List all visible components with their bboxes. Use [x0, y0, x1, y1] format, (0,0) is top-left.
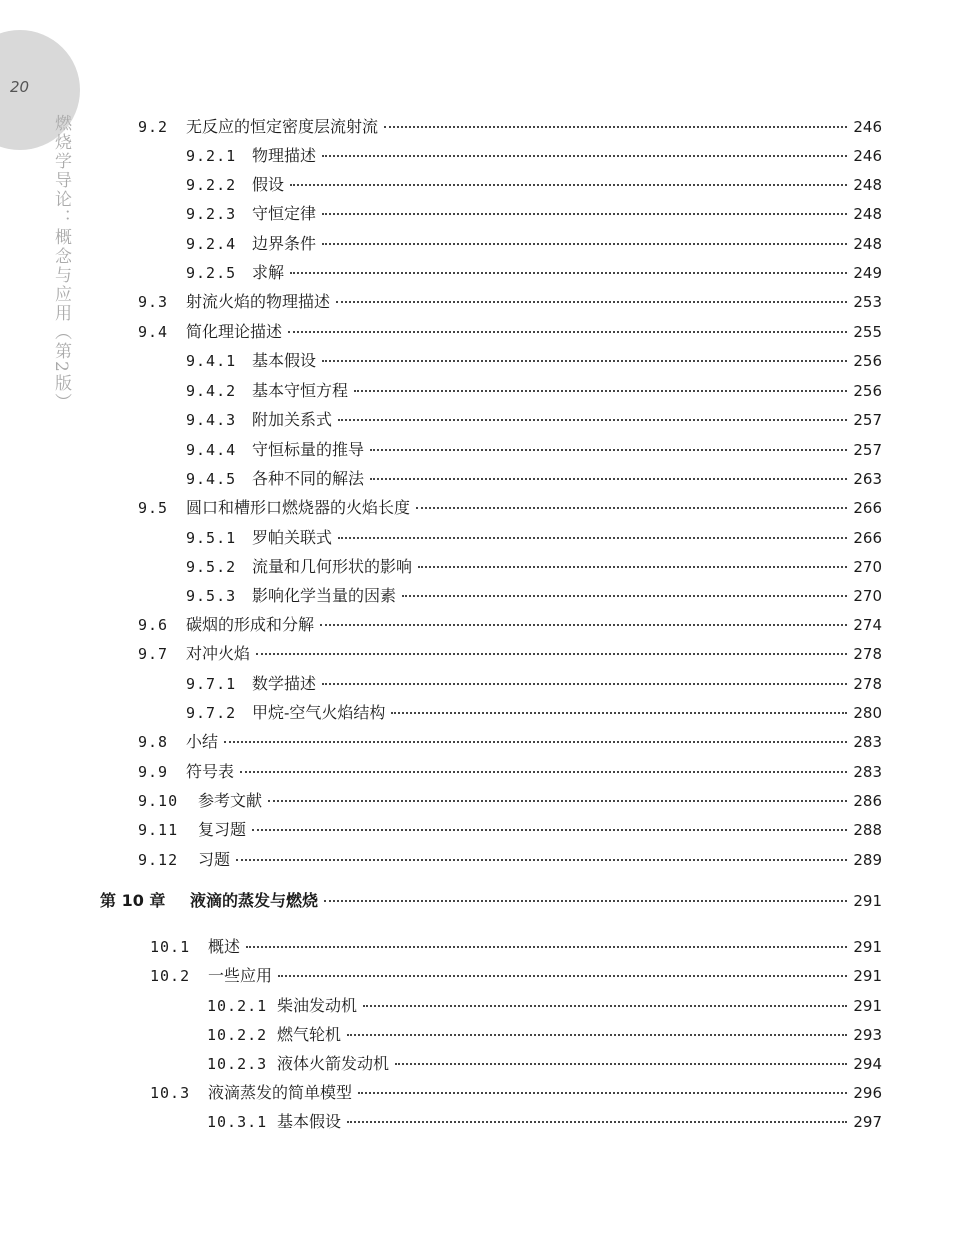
toc-section-title: 影响化学当量的因素 — [252, 586, 397, 605]
toc-page-number: 294 — [853, 1055, 882, 1073]
toc-section-number: 9.7.1 — [186, 675, 237, 693]
toc-entry — [150, 1080, 882, 1103]
toc-section-number: 9.5.1 — [186, 529, 237, 547]
toc-section-number: 9.2.2 — [186, 176, 237, 194]
toc-entry — [138, 817, 882, 840]
toc-leader-dots — [252, 829, 847, 831]
toc-page-number: 286 — [853, 792, 882, 810]
toc-section-number: 9.11 — [138, 821, 179, 839]
toc-leader-dots — [391, 712, 847, 714]
toc-section-number: 9.4.3 — [186, 411, 237, 429]
toc-entry — [138, 641, 882, 664]
toc-entry — [186, 437, 882, 460]
toc-leader-dots — [322, 213, 847, 215]
toc-leader-dots — [278, 975, 847, 977]
toc-entry — [138, 612, 882, 635]
toc-leader-dots — [358, 1092, 847, 1094]
toc-section-number: 9.8 — [138, 733, 169, 751]
toc-page-number: 266 — [853, 529, 882, 547]
toc-page-number: 296 — [853, 1084, 882, 1102]
toc-page-number: 255 — [853, 323, 882, 341]
toc-section-title: 物理描述 — [252, 146, 317, 165]
toc-leader-dots — [290, 184, 847, 186]
toc-page-number: 246 — [853, 147, 882, 165]
toc-chapter-entry — [100, 888, 882, 911]
toc-leader-dots — [384, 126, 847, 128]
toc-section-number: 10.2.1 — [207, 997, 268, 1015]
toc-page-number: 249 — [853, 264, 882, 282]
toc-leader-dots — [322, 155, 847, 157]
toc-section-title: 简化理论描述 — [186, 322, 283, 341]
toc-section-title: 基本守恒方程 — [252, 381, 349, 400]
toc-leader-dots — [322, 243, 847, 245]
toc-page-number: 256 — [853, 352, 882, 370]
toc-page-number: 278 — [853, 675, 882, 693]
toc-section-title: 甲烷-空气火焰结构 — [252, 703, 386, 722]
toc-section-number: 9.4 — [138, 323, 169, 341]
toc-page-number: 291 — [853, 938, 882, 956]
toc-entry — [186, 583, 882, 606]
toc-section-number: 第 10 章 — [100, 891, 166, 910]
toc-entry — [186, 407, 882, 430]
toc-entry — [186, 348, 882, 371]
toc-leader-dots — [246, 946, 847, 948]
toc-entry — [138, 729, 882, 752]
toc-section-title: 基本假设 — [277, 1112, 342, 1131]
toc-section-title: 边界条件 — [252, 234, 317, 253]
toc-leader-dots — [236, 859, 847, 861]
toc-leader-dots — [268, 800, 847, 802]
toc-entry — [186, 231, 882, 254]
toc-leader-dots — [338, 419, 847, 421]
toc-page-number: 293 — [853, 1026, 882, 1044]
toc-section-number: 9.4.5 — [186, 470, 237, 488]
toc-section-number: 10.3 — [150, 1084, 191, 1102]
toc-section-title: 守恒标量的推导 — [252, 440, 365, 459]
toc-entry — [186, 201, 882, 224]
toc-leader-dots — [288, 331, 847, 333]
toc-entry — [186, 260, 882, 283]
toc-entry — [138, 788, 882, 811]
toc-leader-dots — [370, 449, 847, 451]
toc-section-number: 9.5.3 — [186, 587, 237, 605]
toc-section-number: 9.6 — [138, 616, 169, 634]
toc-page-number: 274 — [853, 616, 882, 634]
toc-entry — [186, 525, 882, 548]
toc-page-number: 248 — [853, 176, 882, 194]
toc-section-title: 概述 — [208, 937, 241, 956]
page-number: 20 — [10, 78, 30, 96]
toc-page-number: 263 — [853, 470, 882, 488]
toc-section-title: 罗帕关联式 — [252, 528, 333, 547]
toc-entry — [138, 289, 882, 312]
toc-entry — [138, 495, 882, 518]
toc-section-title: 附加关系式 — [252, 410, 333, 429]
toc-leader-dots — [347, 1034, 847, 1036]
toc-entry — [186, 466, 882, 489]
toc-entry — [150, 963, 882, 986]
toc-leader-dots — [224, 741, 847, 743]
toc-entry — [207, 1109, 882, 1132]
toc-section-number: 9.2.1 — [186, 147, 237, 165]
toc-leader-dots — [347, 1121, 847, 1123]
toc-section-number: 9.3 — [138, 293, 169, 311]
toc-page-number: 266 — [853, 499, 882, 517]
toc-section-number: 10.2.2 — [207, 1026, 268, 1044]
toc-page-number: 270 — [853, 587, 882, 605]
toc-page-number: 253 — [853, 293, 882, 311]
toc-page-number: 289 — [853, 851, 882, 869]
toc-entry — [138, 847, 882, 870]
toc-page-number: 291 — [853, 997, 882, 1015]
toc-section-title: 液滴蒸发的简单模型 — [208, 1083, 353, 1102]
toc-section-number: 9.2.5 — [186, 264, 237, 282]
toc-entry — [186, 172, 882, 195]
toc-entry — [186, 378, 882, 401]
toc-page-number: 288 — [853, 821, 882, 839]
toc-leader-dots — [322, 360, 847, 362]
toc-section-number: 9.10 — [138, 792, 179, 810]
toc-entry — [207, 1022, 882, 1045]
toc-section-title: 流量和几何形状的影响 — [252, 557, 413, 576]
toc-page-number: 283 — [853, 733, 882, 751]
toc-section-title: 假设 — [252, 175, 285, 194]
toc-section-number: 9.2.3 — [186, 205, 237, 223]
toc-entry — [186, 671, 882, 694]
toc-section-number: 9.4.2 — [186, 382, 237, 400]
toc-leader-dots — [324, 900, 847, 902]
toc-section-title: 碳烟的形成和分解 — [186, 615, 315, 634]
toc-section-number: 9.5.2 — [186, 558, 237, 576]
toc-section-number: 9.5 — [138, 499, 169, 517]
toc-section-number: 10.2.3 — [207, 1055, 268, 1073]
toc-section-title: 液滴的蒸发与燃烧 — [190, 891, 319, 910]
toc-section-title: 符号表 — [186, 762, 235, 781]
toc-leader-dots — [240, 771, 847, 773]
toc-page-number: 256 — [853, 382, 882, 400]
toc-section-title: 各种不同的解法 — [252, 469, 365, 488]
toc-section-title: 求解 — [252, 263, 285, 282]
toc-section-number: 10.3.1 — [207, 1113, 268, 1131]
toc-page-number: 246 — [853, 118, 882, 136]
toc-section-title: 守恒定律 — [252, 204, 317, 223]
toc-leader-dots — [395, 1063, 847, 1065]
toc-leader-dots — [363, 1005, 847, 1007]
toc-leader-dots — [290, 272, 847, 274]
toc-section-number: 10.2 — [150, 967, 191, 985]
toc-page-number: 257 — [853, 411, 882, 429]
toc-leader-dots — [416, 507, 847, 509]
toc-page-number: 291 — [853, 967, 882, 985]
toc-section-title: 数学描述 — [252, 674, 317, 693]
toc-section-number: 9.2.4 — [186, 235, 237, 253]
toc-section-number: 10.1 — [150, 938, 191, 956]
toc-leader-dots — [402, 595, 847, 597]
toc-entry — [138, 114, 882, 137]
toc-page-number: 270 — [853, 558, 882, 576]
toc-page-number: 257 — [853, 441, 882, 459]
toc-section-title: 射流火焰的物理描述 — [186, 292, 331, 311]
toc-leader-dots — [320, 624, 847, 626]
toc-section-title: 参考文献 — [198, 791, 263, 810]
toc-entry — [150, 934, 882, 957]
toc-page-number: 280 — [853, 704, 882, 722]
toc-section-title: 柴油发动机 — [277, 996, 358, 1015]
toc-leader-dots — [370, 478, 847, 480]
toc-entry — [138, 319, 882, 342]
toc-section-number: 9.2 — [138, 118, 169, 136]
toc-section-title: 对冲火焰 — [186, 644, 251, 663]
toc-entry — [138, 759, 882, 782]
side-book-title: 燃烧学导论：概念与应用（第2版） — [51, 114, 71, 412]
toc-section-title: 小结 — [186, 732, 219, 751]
toc-page-number: 283 — [853, 763, 882, 781]
toc-leader-dots — [336, 301, 847, 303]
toc-section-title: 复习题 — [198, 820, 247, 839]
toc-page-number: 278 — [853, 645, 882, 663]
toc-page-number: 248 — [853, 205, 882, 223]
toc-leader-dots — [338, 537, 847, 539]
toc-section-title: 圆口和槽形口燃烧器的火焰长度 — [186, 498, 411, 517]
toc-leader-dots — [354, 390, 847, 392]
toc-entry — [186, 143, 882, 166]
toc-page-number: 291 — [853, 892, 882, 910]
toc-section-title: 液体火箭发动机 — [277, 1054, 390, 1073]
toc-section-number: 9.7.2 — [186, 704, 237, 722]
toc-leader-dots — [322, 683, 847, 685]
toc-entry — [186, 554, 882, 577]
toc-page-number: 297 — [853, 1113, 882, 1131]
toc-section-number: 9.12 — [138, 851, 179, 869]
toc-section-number: 9.4.1 — [186, 352, 237, 370]
toc-section-number: 9.9 — [138, 763, 169, 781]
toc-section-title: 燃气轮机 — [277, 1025, 342, 1044]
toc-entry — [207, 1051, 882, 1074]
toc-section-title: 无反应的恒定密度层流射流 — [186, 117, 379, 136]
toc-page-number: 248 — [853, 235, 882, 253]
toc-leader-dots — [418, 566, 847, 568]
toc-section-title: 一些应用 — [208, 966, 273, 985]
toc-section-title: 习题 — [198, 850, 231, 869]
toc-entry — [186, 700, 882, 723]
toc-section-title: 基本假设 — [252, 351, 317, 370]
toc-section-number: 9.7 — [138, 645, 169, 663]
toc-leader-dots — [256, 653, 847, 655]
toc-entry — [207, 993, 882, 1016]
toc-section-number: 9.4.4 — [186, 441, 237, 459]
